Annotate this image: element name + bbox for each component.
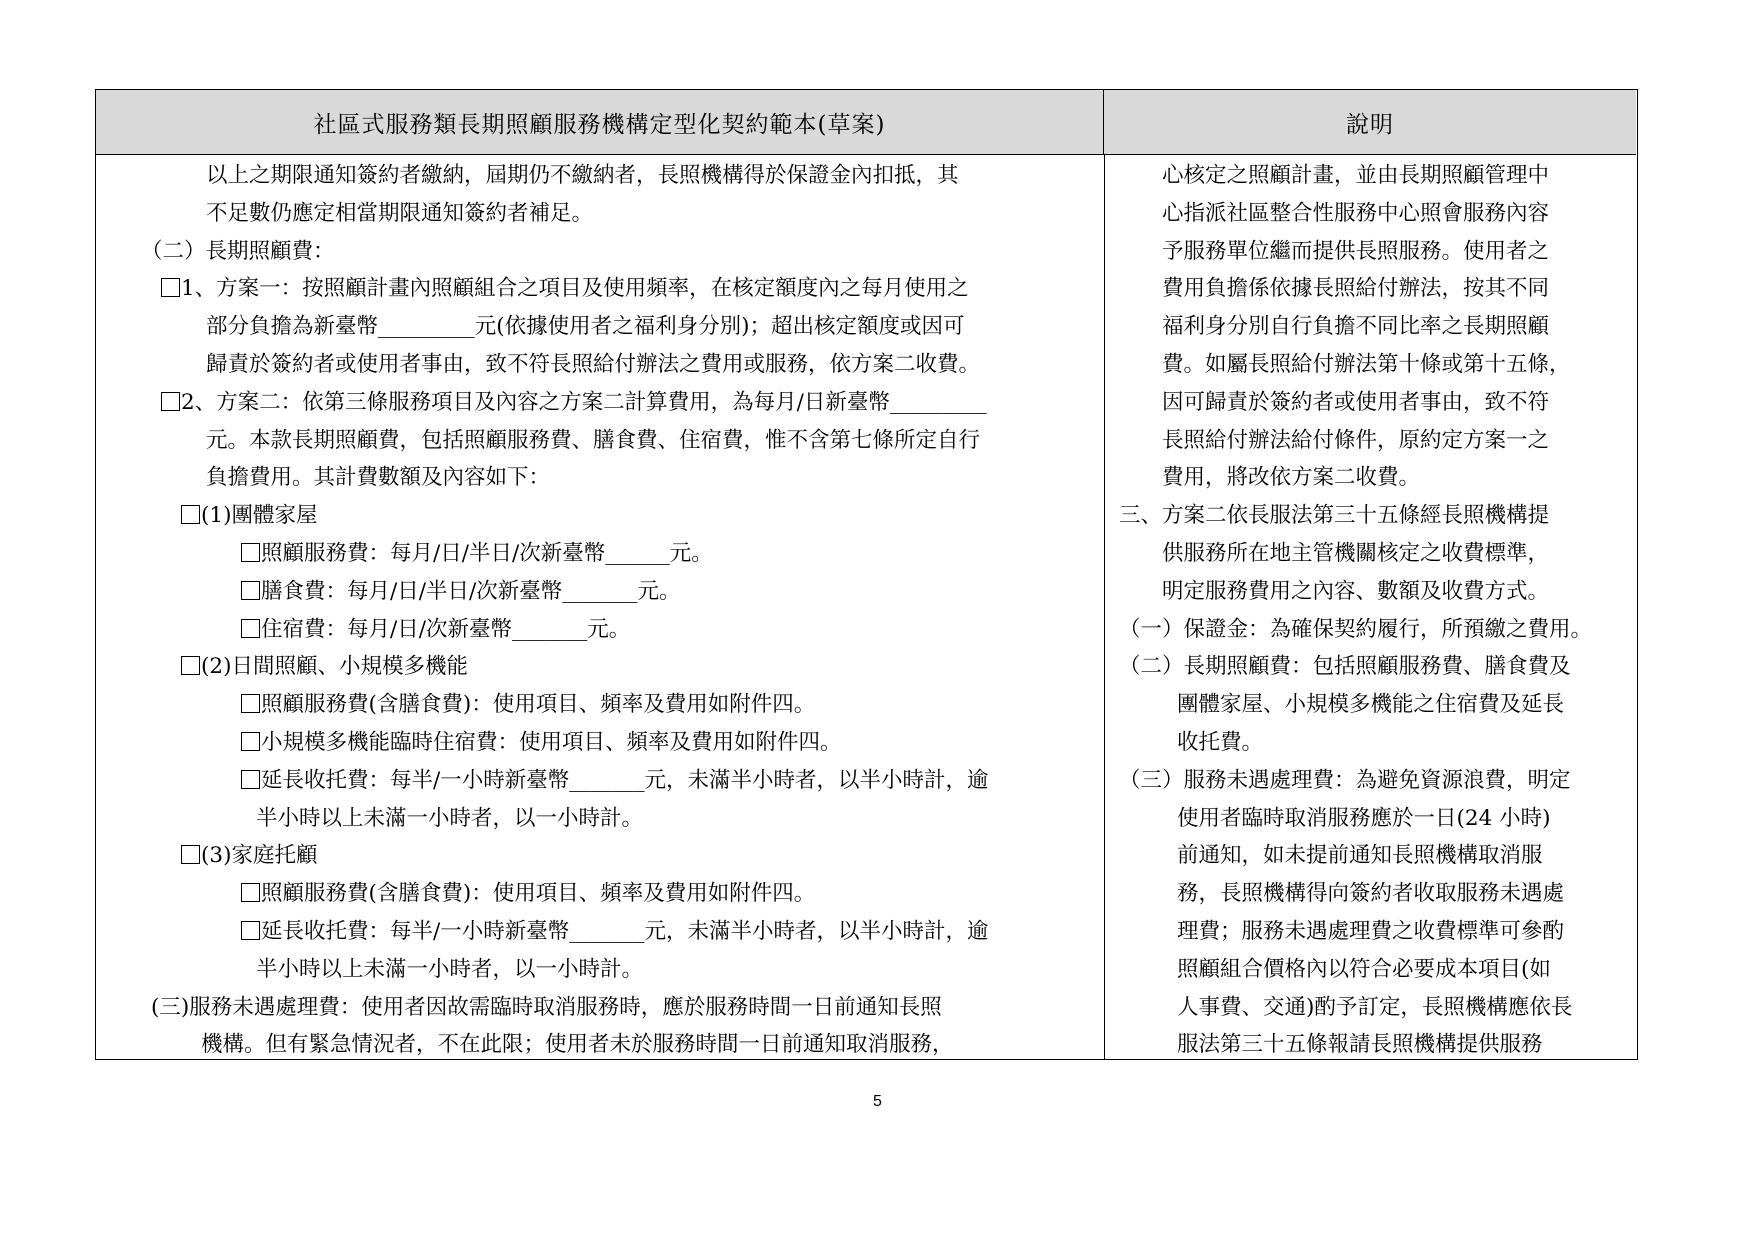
contract-line — [206, 426, 980, 456]
contract-line-text: 小規模多機能臨時住宿費：使用項目、頻率及費用如附件四。 — [261, 730, 842, 755]
contract-line — [256, 955, 643, 985]
contract-line-text: 歸責於簽約者或使用者事由，致不符長照給付辦法之費用或服務，依方案二收費。 — [206, 352, 981, 377]
contract-line-text: (2)日間照顧、小規模多機能 — [201, 654, 468, 680]
page-number: 5 — [873, 1093, 882, 1110]
explanation-line: 因可歸責於簽約者或使用者事由，致不符 — [1162, 389, 1550, 415]
contract-line-text: 2、方案二：依第三條服務項目及內容之方案二計算費用，為每月/日新臺幣_________ — [181, 389, 987, 415]
contract-line — [161, 274, 969, 304]
option-checkbox[interactable] — [241, 619, 260, 638]
contract-line — [241, 577, 680, 607]
contract-line-text: 半小時以上未滿一小時者，以一小時計。 — [256, 956, 644, 982]
contract-line — [141, 237, 335, 267]
option-checkbox[interactable] — [241, 921, 260, 940]
contract-line — [241, 615, 630, 645]
contract-line — [151, 993, 942, 1023]
explanation-line: 收托費。 — [1177, 730, 1264, 755]
contract-line — [206, 312, 965, 342]
explanation-column-header: 說明 — [1104, 90, 1636, 155]
contract-line — [181, 841, 317, 871]
option-checkbox[interactable] — [181, 656, 200, 675]
explanation-line: 費。如屬長照給付辦法第十條或第十五條， — [1162, 352, 1571, 377]
contract-column-header: 社區式服務類長期照顧服務機構定型化契約範本(草案) — [96, 90, 1104, 155]
explanation-line: 費用負擔係依據長照給付辦法，按其不同 — [1162, 276, 1550, 302]
explanation-line: 務，長照機構得向簽約者收取服務未遇處 — [1177, 881, 1565, 907]
contract-line-text: 膳食費：每月/日/半日/次新臺幣_______元。 — [261, 578, 681, 604]
contract-line-text: 部分負擔為新臺幣_________元(依據使用者之福利身分別)；超出核定額度或因可 — [206, 314, 965, 340]
explanation-line: 費用，將改依方案二收費。 — [1162, 465, 1421, 491]
contract-line-text: (3)家庭托顧 — [201, 843, 318, 869]
explanation-line: 三、方案二依長服法第三十五條經長照機構提 — [1119, 503, 1550, 529]
explanation-line: 服法第三十五條報請長照機構提供服務 — [1177, 1032, 1543, 1058]
option-checkbox[interactable] — [241, 883, 260, 902]
explanation-line: 人事費、交通)酌予訂定，長照機構應依長 — [1177, 994, 1573, 1020]
option-checkbox[interactable] — [181, 845, 200, 864]
explanation-line: 長照給付辦法給付條件，原約定方案一之 — [1162, 427, 1550, 453]
contract-line-text: 延長收托費：每半/一小時新臺幣_______元，未滿半小時者，以半小時計，逾 — [261, 767, 989, 793]
explanation-line: 明定服務費用之內容、數額及收費方式。 — [1162, 578, 1550, 604]
contract-line-text: （二）長期照顧費： — [141, 238, 335, 264]
contract-line — [181, 652, 468, 682]
option-checkbox[interactable] — [181, 505, 200, 524]
contract-line — [241, 539, 713, 569]
contract-line — [241, 879, 815, 909]
contract-table — [95, 89, 1638, 1060]
explanation-line: 照顧組合價格內以符合必要成本項目(如 — [1177, 956, 1551, 982]
explanation-line: 予服務單位繼而提供長照服務。使用者之 — [1162, 238, 1550, 264]
explanation-line: 前通知，如未提前通知長照機構取消服 — [1177, 843, 1543, 869]
contract-line-text: 以上之期限通知簽約者繳納，屆期仍不繳納者，長照機構得於保證金內扣抵，其 — [206, 163, 959, 188]
explanation-line: 心核定之照顧計畫，並由長期照顧管理中 — [1162, 163, 1550, 188]
explanation-line: （三）服務未遇處理費：為避免資源浪費，明定 — [1119, 767, 1571, 793]
contract-line-text: 負擔費用。其計費數額及內容如下： — [206, 465, 551, 491]
explanation-line: （二）長期照顧費：包括照顧服務費、膳食費及 — [1119, 654, 1571, 680]
contract-line-text: (三)服務未遇處理費：使用者因故需臨時取消服務時，應於服務時間一日前通知長照 — [151, 994, 942, 1020]
contract-line — [181, 501, 317, 531]
contract-line — [241, 728, 842, 758]
contract-line-text: 機構。但有緊急情況者，不在此限；使用者未於服務時間一日前通知取消服務， — [201, 1032, 954, 1058]
contract-line-text: 照顧服務費(含膳食費)：使用項目、頻率及費用如附件四。 — [261, 881, 816, 907]
contract-line-text: 住宿費：每月/日/次新臺幣_______元。 — [261, 616, 631, 642]
contract-line — [256, 804, 643, 834]
explanation-line: 供服務所在地主管機關核定之收費標準， — [1162, 541, 1550, 566]
contract-line — [206, 161, 959, 191]
contract-line — [201, 1030, 954, 1060]
option-checkbox[interactable] — [161, 278, 180, 297]
contract-line — [241, 917, 989, 947]
contract-line-text: 半小時以上未滿一小時者，以一小時計。 — [256, 805, 644, 831]
contract-line-text: 元。本款長期照顧費，包括照顧服務費、膳食費、住宿費，惟不含第七條所定自行 — [206, 427, 981, 453]
option-checkbox[interactable] — [241, 694, 260, 713]
contract-line — [241, 766, 989, 796]
column-divider — [1104, 154, 1105, 1059]
option-checkbox[interactable] — [161, 392, 180, 411]
option-checkbox[interactable] — [241, 543, 260, 562]
contract-line-text: 1、方案一：按照顧計畫內照顧組合之項目及使用頻率，在核定額度內之每月使用之 — [181, 276, 969, 302]
contract-line — [206, 199, 593, 229]
contract-line-text: (1)團體家屋 — [201, 503, 318, 529]
contract-line — [206, 350, 980, 380]
option-checkbox[interactable] — [241, 732, 260, 751]
explanation-line: 福利身分別自行負擔不同比率之長期照顧 — [1162, 314, 1550, 340]
option-checkbox[interactable] — [241, 581, 260, 600]
explanation-line: （一）保證金：為確保契約履行，所預繳之費用。 — [1119, 616, 1593, 642]
contract-line — [241, 690, 815, 720]
option-checkbox[interactable] — [241, 770, 260, 789]
contract-line-text: 照顧服務費：每月/日/半日/次新臺幣______元。 — [261, 541, 713, 566]
contract-line — [161, 388, 987, 418]
explanation-line: 心指派社區整合性服務中心照會服務內容 — [1162, 200, 1550, 226]
contract-line-text: 延長收托費：每半/一小時新臺幣_______元，未滿半小時者，以半小時計，逾 — [261, 919, 989, 944]
contract-line — [206, 463, 550, 493]
explanation-line: 團體家屋、小規模多機能之住宿費及延長 — [1177, 692, 1565, 718]
contract-line-text: 照顧服務費(含膳食費)：使用項目、頻率及費用如附件四。 — [261, 692, 816, 718]
explanation-line: 理費；服務未遇處理費之收費標準可參酌 — [1177, 919, 1565, 944]
explanation-line: 使用者臨時取消服務應於一日(24 小時) — [1177, 805, 1551, 831]
contract-line-text: 不足數仍應定相當期限通知簽約者補足。 — [206, 200, 594, 226]
